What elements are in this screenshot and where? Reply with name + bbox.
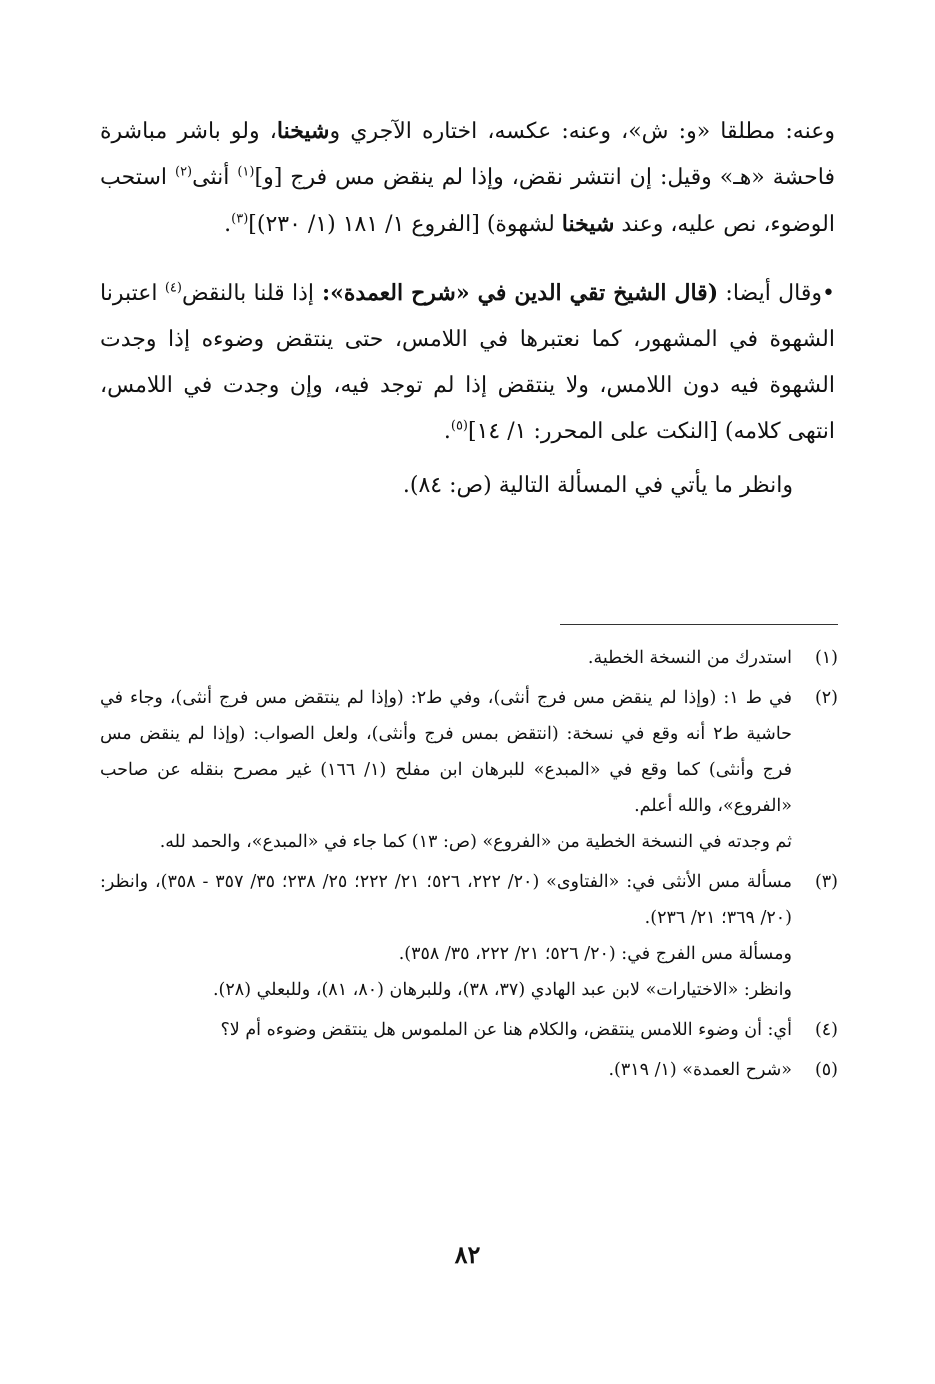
text-run: . (224, 212, 232, 237)
footnote-text: أي: أن وضوء اللامس ينتقض، والكلام هنا عن الملموس هل ينتقض وضوءه أم لا؟ (220, 1020, 792, 1040)
footnote-1 (100, 640, 838, 676)
footnote-4 (100, 1012, 838, 1048)
footnote-text: ثم وجدته في النسخة الخطية من «الفروع» (ص: ١٣) كما جاء في «المبدع»، والحمد لله. (159, 832, 792, 852)
footnote-2 (100, 680, 838, 860)
footnote-divider (560, 624, 838, 625)
paragraph-1 (100, 108, 835, 248)
text-run: أنثى (192, 165, 238, 190)
text-run: ، ولو باشر مباشرة فاحشة «هـ» وقيل: إن انتشر نقض، وإذا لم ينقض مس فرج [و] (100, 119, 835, 190)
footnote-ref[interactable]: (٢) (174, 164, 193, 180)
text-run: وقال أيضا: (718, 281, 823, 306)
footnote-text: في ط ١: (وإذا لم ينقض مس فرج أنثى)، وفي ط٢: (وإذا لم ينتقض مس فرج أنثى)، وجاء في حاشية ط٢ أنه وقع في نسخة: (انتقض بمس فرج وأنثى)، ولعل الصواب: (وإذا لم ينقض مس فرج وأنثى) كما وقع في «المبدع» للبرهان ابن مفلح (١/ ١٦٦) غير مصرح بنقله عن صاحب «الفروع»، والله أعلم. (100, 688, 792, 816)
text-run: اعتبرنا الشهوة في المشهور، كما نعتبرها في اللامس، حتى ينتقض وضوءه إذا وجدت الشهوة فيه دون اللامس، ولا ينتقض إذا لم توجد فيه، وإن وجدت في اللامس، انتهى كلامه) [النكت على المحرر: ١/ ١٤] (100, 281, 835, 444)
footnote-number: (٣) (814, 872, 838, 892)
page-number: ٨٢ (454, 1240, 481, 1269)
footnote-number: (١) (814, 648, 838, 668)
footnote-number: (٤) (814, 1020, 838, 1040)
footnote-number: (٥) (814, 1060, 838, 1080)
bold-quote: (قال الشيخ تقي الدين في «شرح العمدة»: (314, 280, 719, 306)
bold-term: شيخنا (276, 118, 330, 144)
footnote-ref[interactable]: (٤) (164, 280, 182, 296)
text-run: . (443, 419, 451, 444)
text-run: لشهوة) [الفروع ١/ ١٨١ (١/ ٢٣٠)] (248, 212, 562, 237)
footnote-number: (٢) (814, 688, 838, 708)
text-run: إذا قلنا بالنقض (181, 281, 315, 306)
footnote-text: «شرح العمدة» (١/ ٣١٩). (608, 1060, 792, 1080)
footnote-3 (100, 864, 838, 1008)
footnote-ref[interactable]: (٣) (231, 211, 249, 227)
main-text (100, 108, 835, 509)
bullet: • (822, 281, 835, 306)
bold-term: شيخنا (561, 211, 615, 237)
paragraph-2 (100, 270, 835, 455)
footnote-ref[interactable]: (٥) (450, 418, 468, 434)
text-run: وعنه: مطلقا «و: ش»، وعنه: عكسه، اختاره الآجري و (329, 119, 835, 144)
footnote-ref[interactable]: (١) (237, 164, 255, 180)
footnote-5 (100, 1052, 838, 1088)
footnote-text: وانظر: «الاختيارات» لابن عبد الهادي (٣٧، ٣٨)، وللبرهان (٨٠، ٨١)، وللبعلي (٢٨). (212, 980, 792, 1000)
footnote-text: استدرك من النسخة الخطية. (587, 648, 792, 668)
footnote-text: ومسألة مس الفرج في: (٢٠/ ٥٢٦؛ ٢١/ ٢٢٢، ٣٥/ ٣٥٨). (398, 944, 792, 964)
footnote-text: مسألة مس الأنثى في: «الفتاوى» (٢٠/ ٢٢٢، ٥٢٦؛ ٢١/ ٢٢٢؛ ٢٥/ ٢٣٨؛ ٣٥/ ٣٥٧ - ٣٥٨)، وانظر: (٢٠/ ٣٦٩؛ ٢١/ ٢٣٦). (100, 872, 792, 928)
text-run: استحب الوضوء، نص عليه، وعند (100, 165, 835, 237)
footnotes (100, 640, 838, 1092)
paragraph-3: وانظر ما يأتي في المسألة التالية (ص: ٨٤). (402, 473, 793, 498)
